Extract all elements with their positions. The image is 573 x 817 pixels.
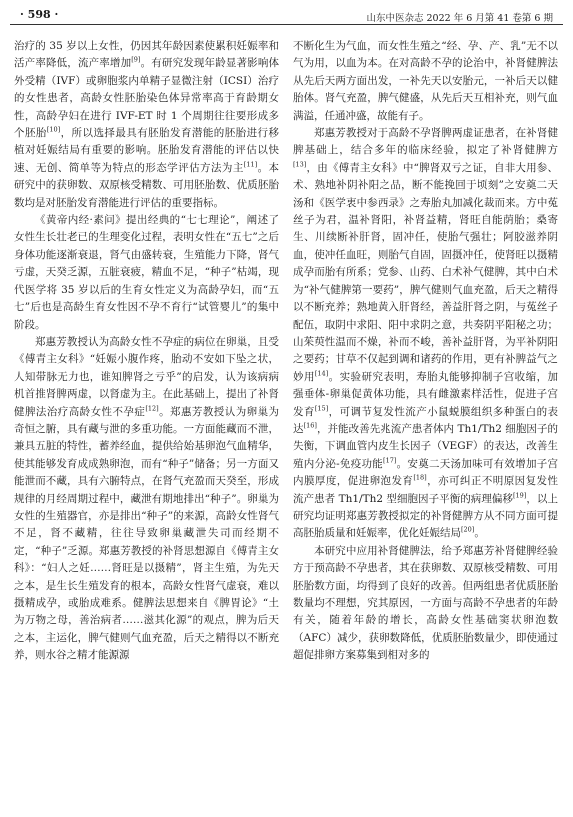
right-column: [293, 38, 558, 808]
paragraph: 不断化生为气血，而女性生殖之“经、孕、产、乳”无不以气为用，以血为本。在对高龄不孕的论治中，补肾健脾法从先后天两方面出发，一补先天以安胎元，一补后天以健胎体。肾气充盈，脾气健盛，从先后天互相补充，则气血满溢，任通冲盛，故能有子。: [293, 40, 558, 122]
paragraph: 郑惠芳教授对于高龄不孕肾脾两虚证患者，在补肾健脾基础上，结合多年的临床经验，拟定了补肾健脾方[13]，由《傅青主女科》中“脾肾双亏之证，自非大用参、术、熟地补阴补阳之品，断不能挽回于顷刻”之安奠二天汤和《医学衷中参西录》之寿胎丸加减化裁而来。方中菟丝子为君，温补肾阳，补肾益精，肾旺自能荫胎；桑寄生、川续断补肝肾，固冲任，使胎气强壮；阿胶滋养阴血，使冲任血旺，则胎气自固，固摄冲任，使肾旺以摄精成孕而胎有所系；党参、山药、白术补气健脾，其中白术为“补气健脾第一要药”，脾气健则气血充盈，后天之精得以不断充养；熟地黄入肝肾经，善益肝肾之阴，与菟丝子配伍，取阴中求阳、阳中求阴之意，共奏阴平阳秘之功；山茱萸性温而不燥，补而不峻，善补益肝肾，为平补阴阳之要药；甘草不仅起到调和诸药的作用，更有补脾益气之妙用[14]。实验研究表明，寿胎丸能够抑制子宫收缩，加强垂体-卵巢促黄体功能，具有雌激素样活性，促进子宫发育[15]，可调节复发性流产小鼠蜕膜组织多种蛋白的表达[16]，并能改善先兆流产患者体内 Th1/Th2 细胞因子的失衡，下调血管内皮生长因子（VEGF）的表达，改善生殖内分泌-免疫功能[17]。安奠二天汤加味可有效增加子宫内膜厚度，促进卵泡发育[18]，亦可纠正不明原因复发性流产患者 Th1/Th2 型细胞因子平衡的病理偏移[19]，以上研究均证明郑惠芳教授拟定的补肾健脾方从不同方面可提高胚胎质量和妊娠率，优化妊娠结局[20]。: [293, 127, 558, 540]
paragraph: 《黄帝内经·素问》提出经典的“七七理论”，阐述了女性生长壮老已的生理变化过程，表明女性在“五七”之后身体功能逐渐衰退，肾气由盛转衰，生殖能力下降，肾气亏虚，天癸乏源，五脏衰疲，精血不足，“种子”枯竭，现代医学将 35 岁以后的生育女性定义为高龄孕妇，而“五七”后也是高龄生育女性因不孕不育行“试管婴儿”的集中阶段。: [14, 214, 279, 331]
paragraph: 郑惠芳教授认为高龄女性不孕症的病位在卵巢，且受《傅青主女科》“妊娠小腹作疼，胎动不安如下坠之状，人知带脉无力也，谁知脾肾之亏乎”的启发，认为该病病机首推肾脾两虚，以肾虚为主。在此基础上，提出了补肾健脾法治疗高龄女性不孕症[12]。郑惠芳教授认为卵巢为奇恒之腑，具有藏与泄的多重功能。一方面能藏而不泄，兼具五脏的特性，蓄养经血，提供给始基卵泡气血精华，使其能够发育成成熟卵泡，而有“种子”储备；另一方面又能泄而不藏，具有六腑特点，在肾气充盈而天癸至，形成规律的月经周期过程中，藏泄有期地排出“种子”。卵巢为女性的生殖器官，亦是排出“种子”的来源，高龄女性肾气不足，肾不藏精，往往导致卵巢藏泄失司而经期不定，“种子”乏源。郑惠芳教授的补肾思想源自《傅青主女科》：“妇人之妊……肾旺是以摄精”，肾主生殖，为先天之本，是生长生殖发育的根本，高龄女性肾气虚衰，难以摄精成孕，或胎成难系。健脾法思想来自《脾胃论》“土为万物之母，善治病者……滋其化源”的观点，脾为后天之本，主运化，脾气健则气血充盈，后天之精得以不断充养，则水谷之精才能源源: [14, 335, 279, 662]
left-column: [14, 38, 279, 808]
page-header: [10, 8, 563, 28]
header-rule: [10, 24, 563, 25]
page-number: · 598 ·: [20, 8, 59, 21]
journal-citation: 山东中医杂志 2022 年 6 月第 41 卷第 6 期: [366, 13, 553, 24]
paragraph: 治疗的 35 岁以上女性，仍因其年龄因素使累积妊娠率和活产率降低，流产率增加[9]。有研究发现年龄显著影响体外受精（IVF）或卵胞浆内单精子显微注射（ICSI）治疗的女性患者，高龄女性胚胎染色体异常率高于育龄期女性，高龄孕妇在进行 IVF-ET 时 1 个周期往往要形成多个胚胎[10]，所以选择最具有胚胎发育潜能的胚胎进行移植对妊娠结局有重要的影响。胚胎发育潜能的评估以快速、无创、简单等为特点的形态学评估方法为主[11]。本研究中的获卵数、双原核受精数、可用胚胎数、优质胚胎数均是对胚胎发育潜能进行评估的重要指标。: [14, 40, 279, 209]
paragraph: 本研究中应用补肾健脾法，给予郑惠芳补肾健脾经验方于预高龄不孕患者，其在获卵数、双原核受精数、可用胚胎数方面，均得到了良好的改善。但两组患者优质胚胎数量均不理想，究其原因，一方面与高龄不孕患者的年龄有关，随着年龄的增长，高龄女性基础窦状卵泡数（AFC）减少，获卵数降低，优质胚胎数量少，即使通过超促排卵方案募集到相对多的: [293, 544, 558, 662]
